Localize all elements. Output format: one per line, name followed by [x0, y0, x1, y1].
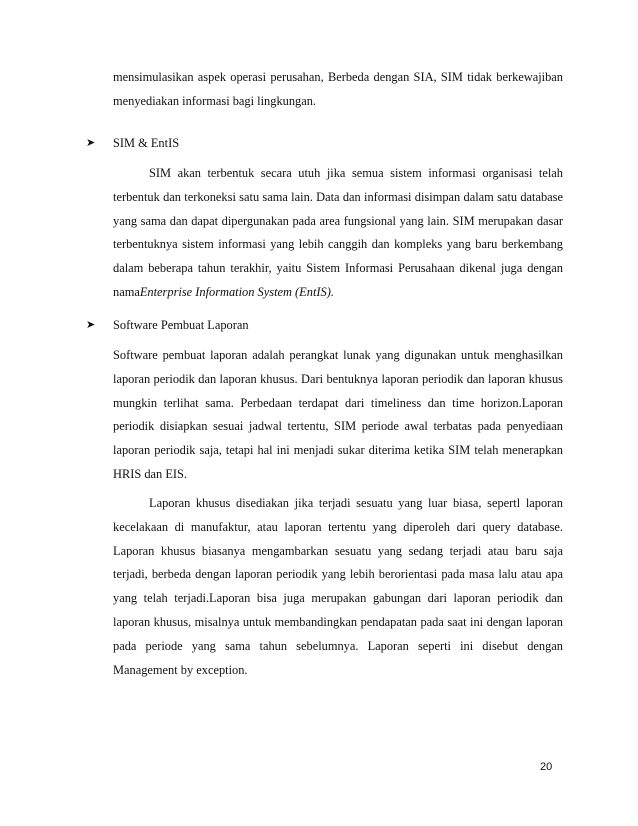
- arrow-bullet-icon: ➤: [86, 318, 96, 331]
- page-number: 20: [540, 761, 553, 773]
- sim-entis-body: SIM akan terbentuk secara utuh jika semua sistem informasi organisasi telah terbentuk dan terkoneksi satu sama lain. Data dan informasi disimpan dalam satu database yang sama dan dapat dipergunakan pada area fungsional yang lain. SIM merupakan dasar terbentuknya sistem informasi yang lebih canggih dan kompleks yang baru berkembang dalam beberapa tahun terakhir, yaitu Sistem Informasi Perusahaan dikenal juga dengan nama: [113, 166, 563, 299]
- sim-entis-paragraph: [113, 162, 563, 305]
- software-laporan-paragraph-1: Software pembuat laporan adalah perangkat lunak yang digunakan untuk menghasilkan laporan periodik dan laporan khusus. Dari bentuknya laporan periodik dan laporan khusus mungkin terlihat sama. Perbedaan terdapat dari timeliness dan time horizon.Laporan periodik disiapkan sesuai jadwal tertentu, SIM periode awal terbatas pada penyediaan laporan periodik saja, tetapi hal ini menjadi sukar diterima ketika SIM telah menerapkan HRIS dan EIS.: [113, 348, 563, 481]
- software-laporan-paragraph-2: Laporan khusus disediakan jika terjadi sesuatu yang luar biasa, sepertl laporan kecelakaan di manufaktur, atau laporan tertentu yang diperoleh dari query database. Laporan khusus biasanya mengambarkan sesuatu yang sedang terjadi atau baru saja terjadi, berbeda dengan laporan periodik yang lebih berorientasi pada masa lalu atau apa yang telah terjadi.Laporan bisa juga merupakan gabungan dari laporan periodik dan laporan khusus, misalnya untuk membandingkan pendapatan pada saat ini dengan laporan pada periode yang sama tahun sebelumnya. Laporan seperti ini disebut dengan Management by exception.: [113, 496, 563, 677]
- section-heading-text: Software Pembuat Laporan: [113, 318, 249, 332]
- section-heading-sim-entis: [86, 134, 179, 152]
- arrow-bullet-icon: ➤: [86, 136, 96, 149]
- section-heading-text: SIM & EntIS: [113, 136, 180, 150]
- entis-term: Enterprise Information System (EntIS).: [139, 284, 334, 299]
- intro-paragraph: mensimulasikan aspek operasi perusahan, Berbeda dengan SIA, SIM tidak berkewajiban menyediakan informasi bagi lingkungan.: [113, 70, 563, 108]
- section-heading-software-pembuat-laporan: [86, 316, 249, 334]
